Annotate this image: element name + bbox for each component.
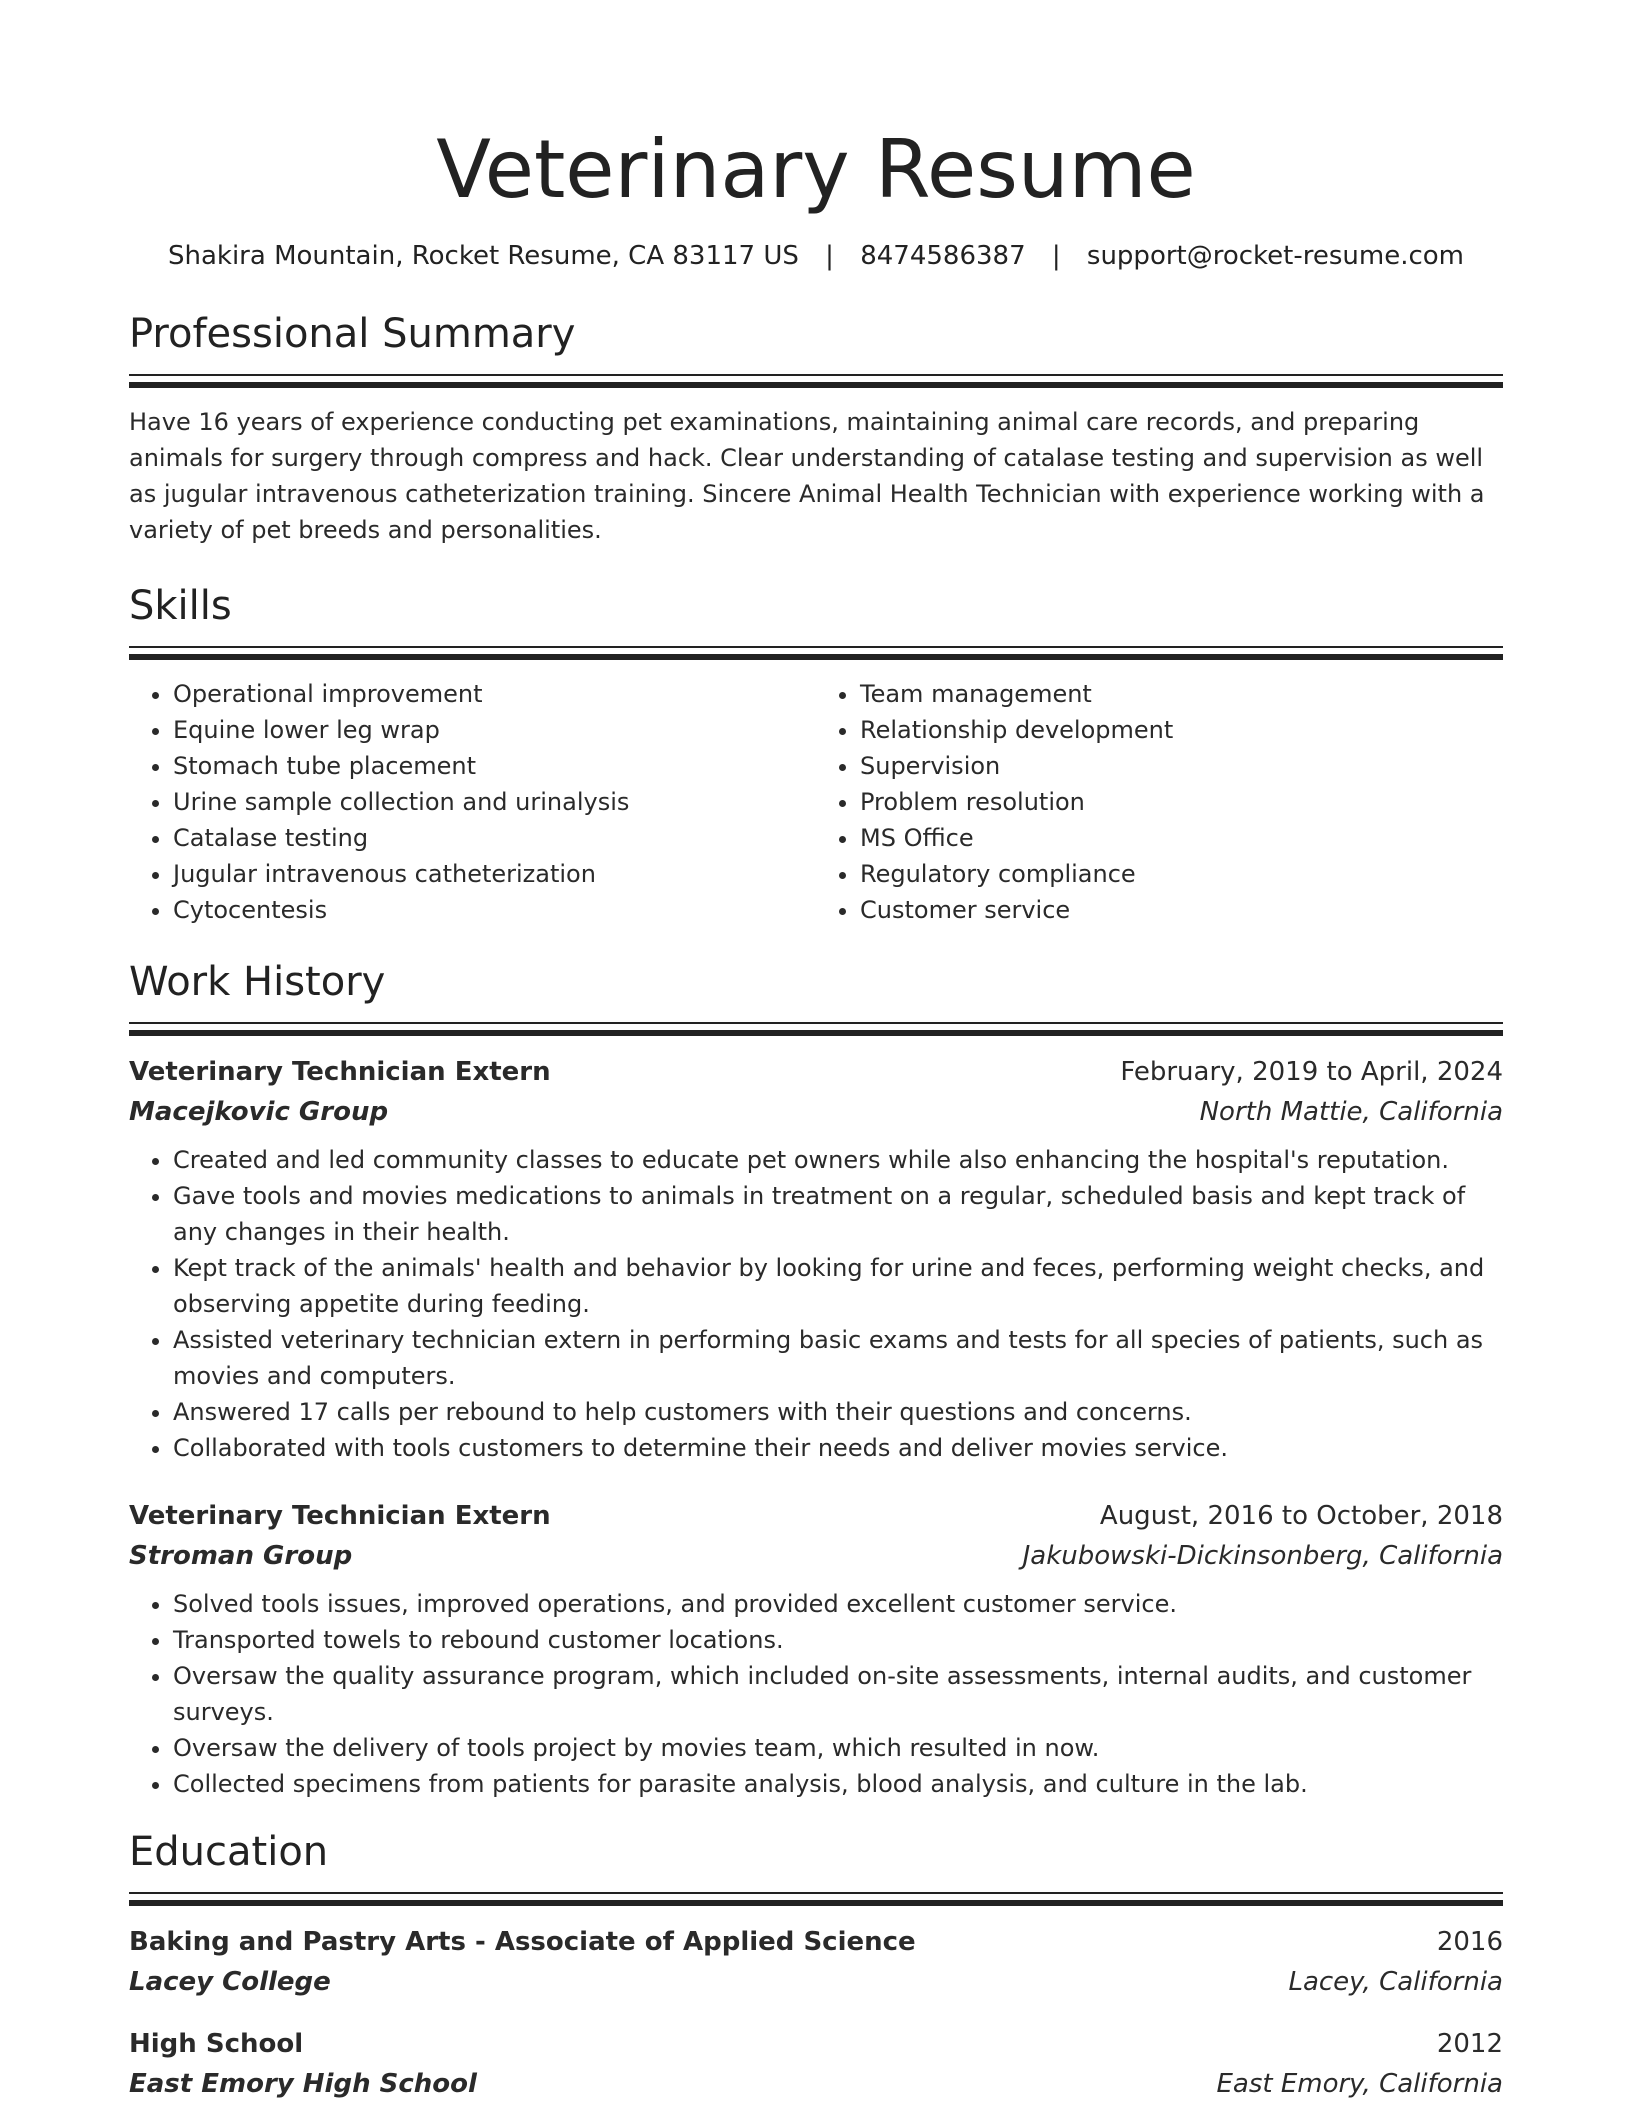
section-divider [129,1022,1503,1036]
job-title: Veterinary Technician Extern [129,1057,551,1087]
skills-column-left [129,676,816,928]
skill-item: • Equine lower leg wrap [173,712,816,748]
skill-item: • Operational improvement [173,676,816,712]
job-bullet: • Solved tools issues, improved operations, and provided excellent customer service. [173,1586,1503,1622]
contact-separator: | [1051,241,1061,271]
job-entry [129,1052,1503,1466]
contact-address: Shakira Mountain, Rocket Resume, CA 83117 US [167,241,799,271]
skill-item: • Team management [860,676,1503,712]
education-degree: High School [129,2029,304,2059]
job-entry [129,1496,1503,1802]
education-location: Lacey, California [1288,1967,1503,1997]
section-heading-summary: Professional Summary [129,311,576,357]
skill-item: • Regulatory compliance [860,856,1503,892]
section-divider [129,646,1503,660]
section-heading-education: Education [129,1829,329,1875]
job-bullet: • Collaborated with tools customers to determine their needs and deliver movies service. [173,1430,1503,1466]
job-location: North Mattie, California [1199,1097,1503,1127]
job-bullet: • Answered 17 calls per rebound to help customers with their questions and concerns. [173,1394,1503,1430]
education-school: Lacey College [129,1967,331,1997]
skill-item: • Customer service [860,892,1503,928]
job-company: Macejkovic Group [129,1097,389,1127]
job-bullet: • Oversaw the delivery of tools project by movies team, which resulted in now. [173,1730,1503,1766]
education-location: East Emory, California [1216,2069,1503,2099]
job-dates: February, 2019 to April, 2024 [1120,1057,1503,1087]
skill-item: • Problem resolution [860,784,1503,820]
resume-title: Veterinary Resume [436,123,1196,216]
skill-item: • Urine sample collection and urinalysis [173,784,816,820]
job-bullets [129,1586,1503,1802]
job-location: Jakubowski-Dickinsonberg, California [1022,1541,1503,1571]
contact-email: support@rocket-resume.com [1086,241,1465,271]
education-degree: Baking and Pastry Arts - Associate of Applied Science [129,1927,916,1957]
job-company: Stroman Group [129,1541,353,1571]
skills-list [129,676,1503,928]
job-bullet: • Transported towels to rebound customer locations. [173,1622,1503,1658]
education-school: East Emory High School [129,2069,477,2099]
job-bullet: • Kept track of the animals' health and behavior by looking for urine and feces, performing weight checks, and observing appetite during feeding. [173,1250,1503,1322]
job-bullet: • Collected specimens from patients for parasite analysis, blood analysis, and culture in the lab. [173,1766,1503,1802]
job-bullet: • Created and led community classes to educate pet owners while also enhancing the hospital's reputation. [173,1142,1503,1178]
skill-item: • MS Office [860,820,1503,856]
education-year: 2012 [1436,2029,1503,2059]
job-dates: August, 2016 to October, 2018 [1099,1501,1503,1531]
education-entry [129,2024,1503,2104]
education-entry [129,1922,1503,2002]
job-title: Veterinary Technician Extern [129,1501,551,1531]
contact-separator: | [825,241,834,271]
skills-section [129,582,1503,928]
skill-item: • Jugular intravenous catheterization [173,856,816,892]
section-heading-skills: Skills [129,583,232,629]
skill-item: • Catalase testing [173,820,816,856]
job-bullet: • Gave tools and movies medications to animals in treatment on a regular, scheduled basis and kept track of any changes in their health. [173,1178,1503,1250]
section-heading-work: Work History [129,959,386,1005]
education-year: 2016 [1436,1927,1503,1957]
job-bullet: • Oversaw the quality assurance program, which included on-site assessments, internal audits, and customer surveys. [173,1658,1503,1730]
section-divider [129,374,1503,388]
work-history-section [129,958,1503,1802]
skill-item: • Stomach tube placement [173,748,816,784]
skills-column-right [816,676,1503,928]
contact-phone: 8474586387 [860,241,1026,271]
skill-item: • Relationship development [860,712,1503,748]
section-divider [129,1892,1503,1906]
contact-line [129,240,1503,272]
summary-section [129,310,1503,548]
summary-text: Have 16 years of experience conducting pet examinations, maintaining animal care records, and preparing animals for surgery through compress and hack. Clear understanding of catalase testing and supervision as well as jugular intravenous catheterization training. Sincere Animal Health Technician with experience working with a variety of pet breeds and personalities. [129,408,1485,544]
job-bullet: • Assisted veterinary technician extern in performing basic exams and tests for all species of patients, such as movies and computers. [173,1322,1503,1394]
skill-item: • Supervision [860,748,1503,784]
job-bullets [129,1142,1503,1466]
education-section [129,1828,1503,2104]
skill-item: • Cytocentesis [173,892,816,928]
